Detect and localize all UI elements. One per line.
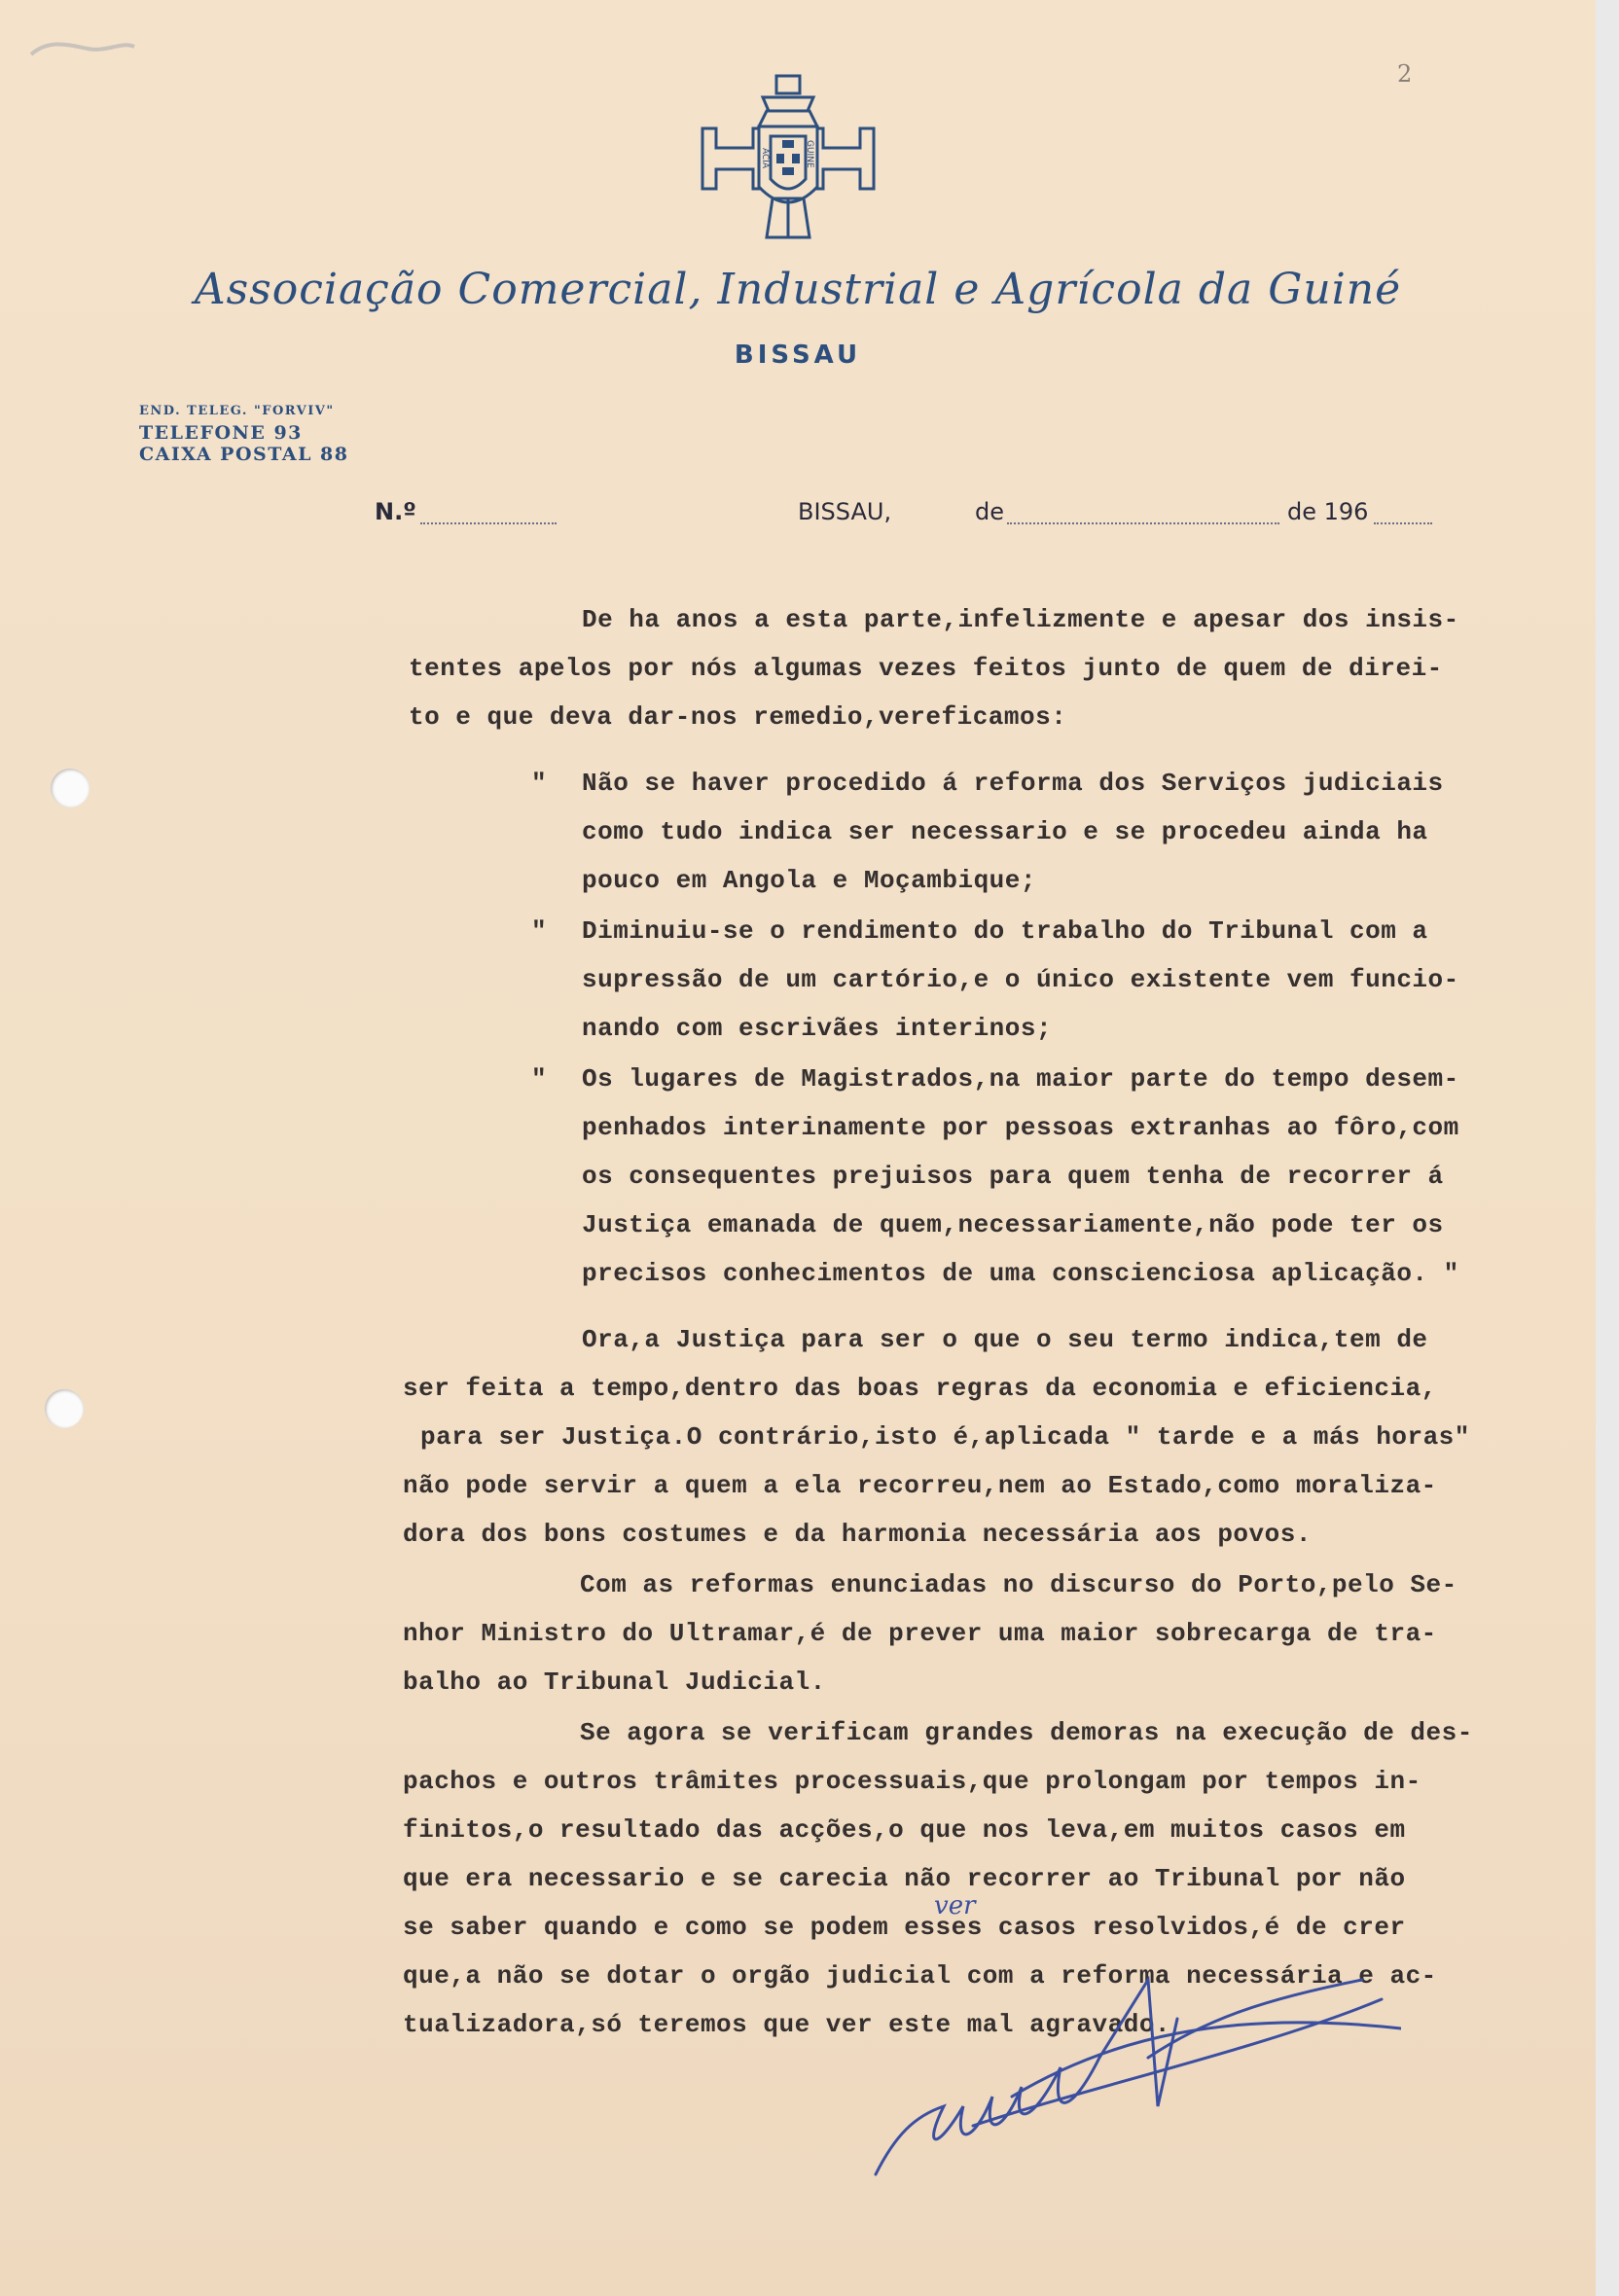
body-line: Os lugares de Magistrados,na maior parte do tempo desem-: [582, 1064, 1459, 1094]
ref-number-label: N.º: [375, 498, 416, 525]
body-line: finitos,o resultado das acções,o que nos leva,em muitos casos em: [403, 1815, 1406, 1845]
body-line: nhor Ministro do Ultramar,é de prever uma maior sobrecarga de tra-: [403, 1619, 1437, 1648]
date-de-2: de 196: [1287, 498, 1369, 525]
quote-mark: ": [531, 769, 548, 798]
punch-hole: [45, 1389, 84, 1428]
quote-mark: ": [531, 1064, 548, 1094]
body-line: tentes apelos por nós algumas vezes feitos junto de quem de direi-: [409, 654, 1443, 683]
contact-po-box: CAIXA POSTAL 88: [139, 444, 349, 465]
body-line: ser feita a tempo,dentro das boas regras da economia e eficiencia,: [403, 1374, 1437, 1403]
date-place: BISSAU,: [798, 498, 892, 525]
body-line: para ser Justiça.O contrário,isto é,aplicada " tarde e a más horas": [420, 1422, 1470, 1452]
body-line: Ora,a Justiça para ser o que o seu termo indica,tem de: [582, 1325, 1428, 1354]
punch-hole: [51, 769, 90, 807]
body-line: balho ao Tribunal Judicial.: [403, 1668, 826, 1697]
organization-city: BISSAU: [734, 341, 862, 370]
page-edge: [1596, 0, 1619, 2296]
body-line: Justiça emanada de quem,necessariamente,não pode ter os: [582, 1210, 1444, 1239]
emblem-text-right: GUINE: [805, 140, 814, 168]
body-line: precisos conhecimentos de uma conscienciosa aplicação. ": [582, 1259, 1459, 1288]
body-line: De ha anos a esta parte,infelizmente e apesar dos insis-: [582, 605, 1459, 634]
body-line: pachos e outros trâmites processuais,que prolongam por tempos in-: [403, 1767, 1421, 1796]
paper-tear: [29, 29, 136, 68]
organization-name: Associação Comercial, Industrial e Agrícola da Guiné: [194, 265, 1402, 314]
body-line: Diminuiu-se o rendimento do trabalho do Tribunal com a: [582, 916, 1428, 946]
contact-telegraph: END. TELEG. "FORVIV": [139, 404, 335, 418]
body-line: como tudo indica ser necessario e se procedeu ainda ha: [582, 817, 1428, 846]
body-line: pouco em Angola e Moçambique;: [582, 866, 1036, 895]
body-line: dora dos bons costumes e da harmonia necessária aos povos.: [403, 1520, 1312, 1549]
body-line: Com as reformas enunciadas no discurso do Porto,pelo Se-: [580, 1570, 1457, 1599]
body-line: supressão de um cartório,e o único existente vem funcio-: [582, 965, 1459, 994]
body-line: Não se haver procedido á reforma dos Serviços judiciais: [582, 769, 1444, 798]
quote-mark: ": [531, 916, 548, 946]
body-line: os consequentes prejuisos para quem tenha de recorrer á: [582, 1162, 1444, 1191]
signature-scribble: [856, 1960, 1401, 2194]
body-line: se saber quando e como se podem esses casos resolvidos,é de crer: [403, 1913, 1406, 1942]
handwritten-insert: ver: [934, 1891, 976, 1920]
body-line: to e que deva dar-nos remedio,vereficamos:: [409, 702, 1067, 732]
body-line: nando com escrivães interinos;: [582, 1014, 1053, 1043]
body-line: não pode servir a quem a ela recorreu,nem ao Estado,como moraliza-: [403, 1471, 1437, 1500]
body-line: penhados interinamente por pessoas extranhas ao fôro,com: [582, 1113, 1459, 1142]
date-de-1: de: [975, 498, 1004, 525]
body-line: Se agora se verificam grandes demoras na execução de des-: [580, 1718, 1473, 1747]
body-line: tualizadora,só teremos que ver este mal agravado.: [403, 2010, 1171, 2039]
body-line: que era necessario e se carecia não recorrer ao Tribunal por não: [403, 1864, 1406, 1893]
contact-phone: TELEFONE 93: [139, 422, 303, 444]
page-number: 2: [1397, 60, 1413, 88]
emblem-text-left: ACIA: [760, 148, 770, 169]
body-line: que,a não se dotar o orgão judicial com a reforma necessária e ac-: [403, 1961, 1437, 1991]
